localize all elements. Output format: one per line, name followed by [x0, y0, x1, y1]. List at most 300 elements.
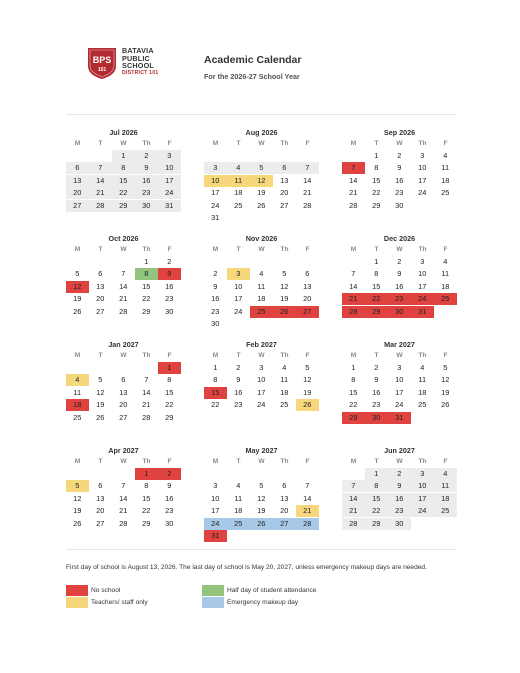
day-cell: 4	[227, 162, 250, 174]
day-cell: 24	[418, 188, 427, 197]
weekday-label: T	[98, 458, 103, 465]
day-cell: 17	[211, 506, 220, 515]
week-row	[66, 412, 181, 424]
day-cell: 8	[213, 375, 218, 384]
empty-day-cell	[135, 362, 158, 374]
day-cell: 18	[441, 281, 450, 291]
day-cell: 19	[257, 506, 266, 515]
day-cell: 17	[395, 387, 404, 397]
day-cell: 13	[303, 281, 312, 291]
day-cell: 19	[441, 387, 450, 397]
school-dates-note: First day of school is August 13, 2026. The last day of school is May 20, 2027, unless emergency makeup days are needed.	[66, 564, 427, 571]
day-cell: 15	[349, 387, 358, 397]
day-cell: 8	[365, 480, 388, 492]
day-cell: 18	[234, 506, 243, 515]
day-cell: 12	[303, 375, 312, 384]
day-cell: 23	[211, 306, 220, 316]
month-calendar	[342, 340, 457, 424]
day-cell: 27	[119, 412, 128, 422]
day-cell: 25	[73, 412, 82, 422]
district-name-line2: PUBLIC	[122, 53, 150, 63]
legend-label-teacher: Teachers/ staff only	[91, 599, 148, 606]
day-cell: 31	[204, 530, 227, 542]
empty-day-cell	[66, 150, 89, 162]
page-header	[86, 44, 446, 84]
weekday-label: F	[443, 458, 448, 465]
day-cell: 13	[96, 281, 105, 291]
day-cell: 2	[397, 150, 402, 160]
legend-swatch-noschool	[66, 585, 88, 596]
weekday-label: W	[120, 140, 127, 147]
day-cell: 23	[135, 187, 158, 199]
empty-day-cell	[66, 256, 89, 268]
day-cell: 8	[112, 162, 135, 174]
day-cell: 2	[167, 256, 172, 266]
week-row	[66, 187, 181, 199]
page-subtitle: For the 2026-27 School Year	[204, 72, 300, 81]
day-cell: 30	[165, 306, 174, 316]
month-calendar	[66, 446, 181, 530]
day-cell: 11	[434, 480, 457, 492]
day-cell: 4	[443, 150, 448, 160]
month-calendar	[66, 234, 181, 318]
week-row	[66, 293, 181, 305]
day-cell: 8	[374, 163, 379, 172]
legend-right	[202, 585, 316, 609]
day-cell: 30	[365, 412, 388, 424]
weekday-label: T	[374, 458, 379, 465]
day-cell: 27	[96, 518, 105, 528]
legend-label-emergency: Emergency makeup day	[227, 599, 299, 606]
day-cell: 26	[96, 412, 105, 422]
day-cell: 25	[234, 200, 243, 210]
week-row	[204, 293, 319, 305]
weekday-header	[66, 244, 181, 255]
day-cell: 4	[66, 374, 89, 386]
weekday-label: M	[74, 140, 81, 147]
week-row	[66, 281, 181, 293]
week-row	[204, 505, 319, 517]
day-cell: 20	[280, 188, 289, 197]
day-cell: 20	[96, 506, 105, 515]
weekday-label: F	[167, 140, 172, 147]
empty-day-cell	[273, 468, 296, 480]
empty-day-cell	[227, 212, 250, 224]
day-cell: 23	[388, 505, 411, 517]
day-cell: 13	[96, 493, 105, 503]
weekday-label: F	[443, 352, 448, 359]
month-calendar	[342, 446, 457, 530]
month-title: Nov 2026	[245, 234, 278, 243]
day-cell: 19	[73, 294, 82, 303]
week-row	[66, 505, 181, 517]
empty-day-cell	[204, 150, 227, 162]
day-cell: 21	[89, 187, 112, 199]
day-cell: 28	[89, 200, 112, 212]
legend-left	[66, 585, 148, 609]
day-cell: 27	[66, 200, 89, 212]
weekday-label: T	[374, 246, 379, 253]
weekday-label: T	[374, 140, 379, 147]
day-cell: 28	[296, 518, 319, 530]
day-cell: 29	[342, 412, 365, 424]
day-cell: 14	[119, 281, 128, 291]
day-cell: 1	[158, 362, 181, 374]
weekday-label: T	[236, 458, 241, 465]
weekday-label: Th	[280, 352, 289, 359]
week-row	[204, 162, 319, 174]
day-cell: 7	[89, 162, 112, 174]
empty-day-cell	[112, 256, 135, 268]
weekday-label: F	[305, 458, 310, 465]
weekday-label: F	[167, 458, 172, 465]
day-cell: 6	[273, 162, 296, 174]
day-cell: 24	[395, 400, 404, 409]
day-cell: 11	[280, 375, 289, 384]
weekday-label: M	[74, 246, 81, 253]
day-cell: 9	[158, 268, 181, 280]
day-cell: 1	[144, 256, 149, 266]
empty-day-cell	[250, 530, 273, 542]
day-cell: 9	[374, 375, 379, 384]
day-cell: 26	[257, 200, 266, 210]
day-cell: 3	[204, 162, 227, 174]
day-cell: 1	[374, 150, 379, 160]
day-cell: 5	[305, 362, 310, 372]
month-calendar	[342, 128, 457, 212]
week-row	[66, 200, 181, 212]
empty-day-cell	[227, 318, 250, 330]
month-title: May 2027	[245, 446, 278, 455]
empty-day-cell	[66, 468, 89, 480]
month-title: Sep 2026	[383, 128, 416, 137]
day-cell: 11	[418, 375, 427, 384]
weekday-label: M	[212, 458, 219, 465]
day-cell: 30	[135, 200, 158, 212]
day-cell: 13	[66, 175, 89, 187]
day-cell: 5	[98, 375, 103, 384]
day-cell: 21	[303, 188, 312, 197]
empty-day-cell	[273, 318, 296, 330]
week-row	[66, 175, 181, 187]
week-row	[204, 256, 319, 268]
week-row	[342, 412, 457, 424]
day-cell: 16	[395, 281, 404, 291]
month-calendar	[66, 128, 181, 212]
month-title: Jun 2027	[384, 446, 415, 455]
day-cell: 8	[374, 269, 379, 278]
day-cell: 23	[165, 506, 174, 515]
day-cell: 17	[234, 294, 243, 303]
day-cell: 15	[112, 175, 135, 187]
week-row	[204, 480, 319, 492]
weekday-label: T	[236, 140, 241, 147]
day-cell: 7	[351, 269, 356, 278]
week-row	[66, 387, 181, 399]
day-cell: 10	[257, 375, 266, 384]
empty-day-cell	[89, 256, 112, 268]
weekday-label: F	[443, 140, 448, 147]
day-cell: 31	[411, 306, 434, 318]
empty-day-cell	[434, 306, 457, 318]
day-cell: 4	[434, 468, 457, 480]
day-cell: 9	[213, 281, 218, 291]
day-cell: 18	[441, 175, 450, 185]
week-row	[342, 200, 457, 212]
day-cell: 29	[142, 306, 151, 316]
legend-label-noschool: No school	[91, 587, 121, 594]
weekday-label: T	[236, 352, 241, 359]
empty-day-cell	[273, 150, 296, 162]
day-cell: 29	[365, 306, 388, 318]
weekday-label: W	[120, 246, 127, 253]
day-cell: 14	[119, 493, 128, 503]
day-cell: 5	[282, 269, 287, 278]
day-cell: 6	[305, 269, 310, 278]
week-row	[66, 162, 181, 174]
week-row	[204, 399, 319, 411]
empty-day-cell	[112, 468, 135, 480]
day-cell: 4	[420, 362, 425, 372]
week-row	[204, 200, 319, 212]
day-cell: 18	[257, 294, 266, 303]
day-cell: 23	[165, 294, 174, 303]
day-cell: 27	[280, 200, 289, 210]
day-cell: 10	[395, 375, 404, 384]
day-cell: 22	[349, 400, 358, 409]
day-cell: 25	[250, 306, 273, 318]
empty-day-cell	[296, 468, 319, 480]
day-cell: 21	[119, 506, 128, 515]
week-row	[66, 362, 181, 374]
day-cell: 7	[296, 162, 319, 174]
weekday-header	[204, 244, 319, 255]
day-cell: 16	[372, 387, 381, 397]
day-cell: 19	[280, 294, 289, 303]
weekday-label: Th	[142, 246, 151, 253]
day-cell: 12	[257, 493, 266, 503]
weekday-label: M	[350, 246, 357, 253]
page-title: Academic Calendar	[204, 54, 302, 66]
day-cell: 21	[342, 293, 365, 305]
district-name-line1: BATAVIA	[122, 46, 154, 55]
empty-day-cell	[434, 518, 457, 530]
day-cell: 1	[351, 362, 356, 372]
week-row	[342, 162, 457, 174]
month-title: Mar 2027	[384, 340, 415, 349]
week-row	[204, 268, 319, 280]
day-cell: 13	[280, 175, 289, 185]
weekday-label: M	[350, 352, 357, 359]
week-row	[66, 306, 181, 318]
day-cell: 24	[257, 400, 266, 409]
weekday-label: W	[396, 140, 403, 147]
day-cell: 22	[112, 187, 135, 199]
weekday-label: W	[258, 246, 265, 253]
day-cell: 6	[98, 269, 103, 278]
week-row	[342, 175, 457, 187]
seal-abbr: BPS	[92, 55, 112, 65]
day-cell: 10	[411, 480, 434, 492]
day-cell: 18	[280, 387, 289, 397]
day-cell: 16	[135, 175, 158, 187]
day-cell: 8	[351, 375, 356, 384]
empty-day-cell	[250, 468, 273, 480]
weekday-label: M	[74, 352, 81, 359]
day-cell: 1	[135, 468, 158, 480]
district-name-line3: SCHOOL	[122, 61, 154, 71]
weekday-label: Th	[418, 246, 427, 253]
weekday-label: W	[120, 352, 127, 359]
day-cell: 15	[372, 281, 381, 291]
day-cell: 28	[349, 200, 358, 210]
day-cell: 16	[395, 175, 404, 185]
weekday-label: W	[258, 352, 265, 359]
day-cell: 14	[349, 281, 358, 291]
weekday-label: W	[396, 246, 403, 253]
day-cell: 31	[158, 200, 181, 212]
day-cell: 3	[420, 150, 425, 160]
day-cell: 20	[66, 187, 89, 199]
empty-day-cell	[273, 530, 296, 542]
weekday-label: M	[212, 352, 219, 359]
day-cell: 10	[418, 269, 427, 278]
weekday-label: Th	[142, 352, 151, 359]
day-cell: 6	[121, 375, 126, 384]
week-row	[342, 268, 457, 280]
day-cell: 12	[441, 375, 450, 384]
month-calendar	[342, 234, 457, 318]
weekday-header	[204, 138, 319, 149]
week-row	[204, 306, 319, 318]
weekday-header	[204, 350, 319, 361]
day-cell: 15	[372, 175, 381, 185]
day-cell: 5	[250, 162, 273, 174]
legend-item-emergency	[202, 597, 316, 608]
day-cell: 24	[204, 518, 227, 530]
week-row	[66, 268, 181, 280]
day-cell: 15	[365, 493, 388, 505]
day-cell: 2	[158, 468, 181, 480]
weekday-header	[342, 350, 457, 361]
day-cell: 18	[234, 188, 243, 197]
empty-day-cell	[342, 256, 365, 268]
day-cell: 20	[96, 294, 105, 303]
day-cell: 22	[211, 400, 220, 409]
day-cell: 14	[142, 387, 151, 397]
day-cell: 17	[158, 175, 181, 187]
month-title: Jan 2027	[108, 340, 139, 349]
empty-day-cell	[227, 468, 250, 480]
week-row	[66, 493, 181, 505]
day-cell: 15	[165, 387, 174, 397]
week-row	[204, 318, 319, 330]
week-row	[204, 187, 319, 199]
empty-day-cell	[434, 200, 457, 212]
day-cell: 13	[119, 387, 128, 397]
day-cell: 3	[158, 150, 181, 162]
empty-day-cell	[89, 362, 112, 374]
day-cell: 13	[280, 493, 289, 503]
day-cell: 11	[441, 163, 450, 172]
month-calendar	[204, 128, 319, 224]
day-cell: 9	[236, 375, 241, 384]
weekday-label: T	[236, 246, 241, 253]
weekday-label: F	[305, 246, 310, 253]
day-cell: 15	[142, 493, 151, 503]
weekday-label: M	[74, 458, 81, 465]
day-cell: 18	[66, 399, 89, 411]
weekday-label: Th	[418, 352, 427, 359]
day-cell: 12	[250, 175, 273, 187]
week-row	[342, 505, 457, 517]
month-title: Jul 2026	[109, 128, 138, 137]
month-calendar	[204, 446, 319, 542]
legend-item-half	[202, 585, 316, 596]
day-cell: 5	[259, 481, 264, 490]
empty-day-cell	[296, 150, 319, 162]
week-row	[66, 468, 181, 480]
month-calendar	[66, 340, 181, 424]
day-cell: 24	[234, 306, 243, 316]
day-cell: 19	[257, 188, 266, 197]
day-cell: 28	[119, 518, 128, 528]
day-cell: 29	[372, 200, 381, 210]
day-cell: 11	[73, 387, 82, 397]
day-cell: 3	[420, 256, 425, 266]
day-cell: 7	[144, 375, 149, 384]
day-cell: 3	[227, 268, 250, 280]
month-title: Feb 2027	[246, 340, 277, 349]
empty-day-cell	[89, 150, 112, 162]
day-cell: 1	[374, 256, 379, 266]
day-cell: 8	[135, 268, 158, 280]
weekday-label: Th	[142, 140, 151, 147]
day-cell: 29	[112, 200, 135, 212]
empty-day-cell	[250, 256, 273, 268]
weekday-label: F	[305, 140, 310, 147]
day-cell: 21	[342, 505, 365, 517]
weekday-label: Th	[418, 140, 427, 147]
weekday-label: Th	[280, 458, 289, 465]
weekday-label: T	[98, 246, 103, 253]
week-row	[66, 399, 181, 411]
day-cell: 22	[142, 294, 151, 303]
day-cell: 24	[158, 187, 181, 199]
weekday-label: T	[374, 352, 379, 359]
day-cell: 7	[305, 481, 310, 490]
day-cell: 8	[167, 375, 172, 384]
day-cell: 15	[204, 387, 227, 399]
weekday-label: F	[443, 246, 448, 253]
week-row	[204, 387, 319, 399]
day-cell: 14	[349, 175, 358, 185]
week-row	[342, 374, 457, 386]
day-cell: 20	[119, 400, 128, 409]
day-cell: 1	[213, 362, 218, 372]
day-cell: 4	[282, 362, 287, 372]
day-cell: 4	[259, 269, 264, 278]
week-row	[204, 150, 319, 162]
district-name	[122, 47, 158, 77]
week-row	[66, 150, 181, 162]
day-cell: 24	[411, 505, 434, 517]
day-cell: 29	[142, 518, 151, 528]
day-cell: 31	[388, 412, 411, 424]
day-cell: 5	[66, 480, 89, 492]
day-cell: 27	[296, 306, 319, 318]
day-cell: 30	[395, 200, 404, 210]
